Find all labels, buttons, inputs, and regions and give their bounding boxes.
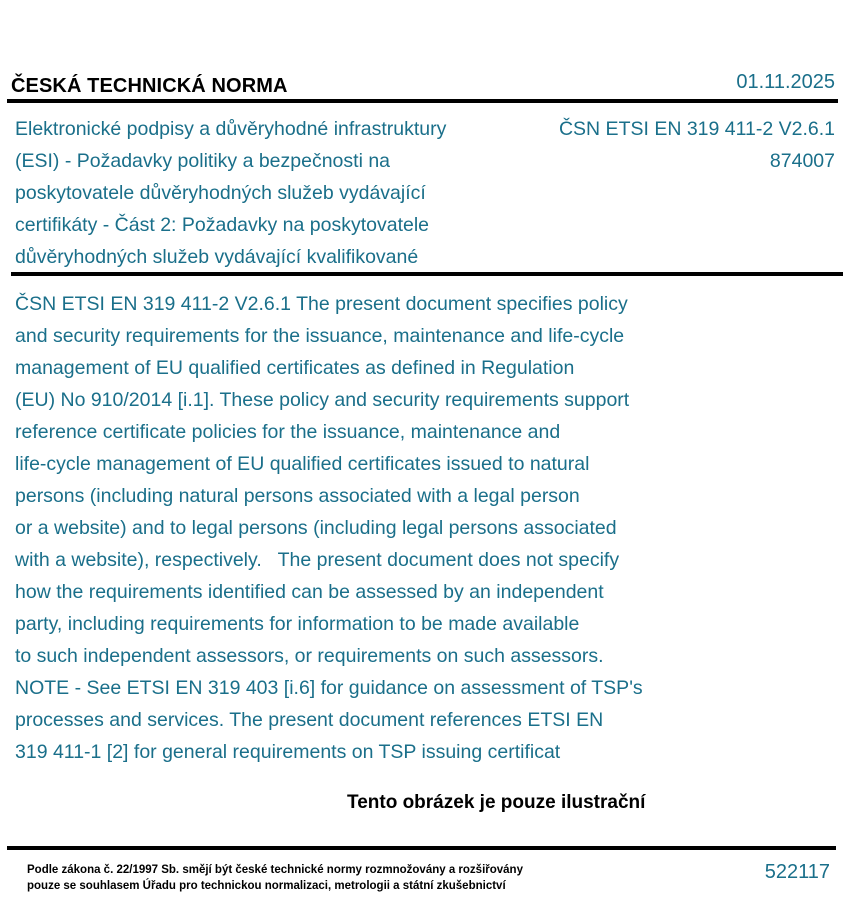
footer-number: 522117 — [764, 861, 830, 883]
abstract-line: party, including requirements for information to be made available — [15, 613, 580, 635]
document-title-line: poskytovatele důvěryhodných služeb vydávající — [15, 182, 426, 204]
abstract-line: persons (including natural persons associated with a legal person — [15, 485, 580, 507]
abstract-line: ČSN ETSI EN 319 411-2 V2.6.1 The present document specifies policy — [15, 293, 628, 315]
catalog-number: 874007 — [769, 150, 835, 172]
abstract-line: or a website) and to legal persons (including legal persons associated — [15, 517, 617, 539]
abstract-line: reference certificate policies for the issuance, maintenance and — [15, 421, 561, 443]
abstract-line: life-cycle management of EU qualified certificates issued to natural — [15, 453, 590, 475]
document-title-line: (ESI) - Požadavky politiky a bezpečnosti na — [15, 150, 391, 172]
abstract — [15, 288, 735, 768]
footer-legal-line: Podle zákona č. 22/1997 Sb. smějí být české technické normy rozmnožovány a rozšiřovány — [27, 864, 523, 876]
document-title-line: certifikáty - Část 2: Požadavky na poskytovatele — [15, 214, 430, 236]
abstract-line: (EU) No 910/2014 [i.1]. These policy and security requirements support — [15, 389, 630, 411]
illustration-note: Tento obrázek je pouze ilustrační — [347, 792, 646, 813]
abstract-line: NOTE - See ETSI EN 319 403 [i.6] for guidance on assessment of TSP's — [15, 677, 643, 699]
page-title: ČESKÁ TECHNICKÁ NORMA — [11, 75, 288, 97]
abstract-line: 319 411-1 [2] for general requirements on TSP issuing certificat — [15, 741, 561, 763]
footer-legal-notice — [27, 862, 523, 894]
header-divider — [7, 99, 838, 103]
abstract-line: processes and services. The present document references ETSI EN — [15, 709, 604, 731]
abstract-line: how the requirements identified can be assessed by an independent — [15, 581, 604, 603]
title-divider — [11, 272, 843, 276]
footer-legal-line: pouze se souhlasem Úřadu pro technickou normalizaci, metrologii a státní zkušebnictví — [27, 880, 506, 892]
abstract-line: to such independent assessors, or requirements on such assessors. — [15, 645, 604, 667]
document-title — [15, 113, 525, 273]
document-code: ČSN ETSI EN 319 411-2 V2.6.1 — [558, 118, 835, 140]
abstract-line: management of EU qualified certificates as defined in Regulation — [15, 357, 575, 379]
footer-divider — [7, 846, 836, 850]
document-meta — [559, 113, 835, 177]
document-title-line: Elektronické podpisy a důvěryhodné infrastruktury — [15, 118, 447, 140]
document-title-line: důvěryhodných služeb vydávající kvalifikované — [15, 246, 419, 268]
publication-date: 01.11.2025 — [736, 71, 835, 93]
abstract-line: and security requirements for the issuance, maintenance and life-cycle — [15, 325, 625, 347]
abstract-line: with a website), respectively. The present document does not specify — [15, 549, 620, 571]
